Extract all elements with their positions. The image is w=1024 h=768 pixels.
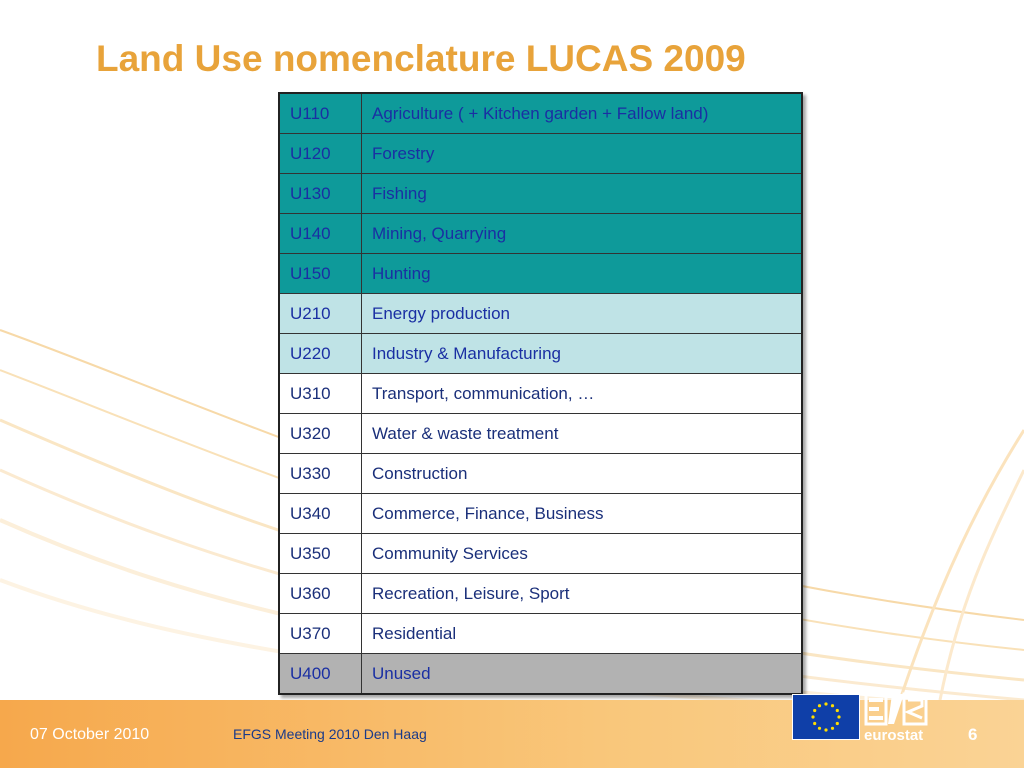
land-use-code: U110 — [279, 93, 362, 134]
table-row — [279, 334, 802, 374]
table-row — [279, 414, 802, 454]
footer-meeting: EFGS Meeting 2010 Den Haag — [233, 726, 427, 742]
land-use-code: U360 — [279, 574, 362, 614]
table-row — [279, 494, 802, 534]
land-use-code: U320 — [279, 414, 362, 454]
table-row — [279, 574, 802, 614]
land-use-label: Residential — [362, 614, 803, 654]
land-use-code: U400 — [279, 654, 362, 695]
land-use-label: Agriculture ( + Kitchen garden + Fallow land) — [362, 93, 803, 134]
footer-date: 07 October 2010 — [30, 726, 150, 743]
land-use-label: Construction — [362, 454, 803, 494]
table-row — [279, 614, 802, 654]
land-use-label: Water & waste treatment — [362, 414, 803, 454]
table-row — [279, 454, 802, 494]
land-use-code: U150 — [279, 254, 362, 294]
land-use-code: U340 — [279, 494, 362, 534]
land-use-label: Forestry — [362, 134, 803, 174]
eurostat-label: eurostat — [864, 727, 924, 744]
land-use-code: U330 — [279, 454, 362, 494]
table-row — [279, 93, 802, 134]
table-row — [279, 654, 802, 695]
land-use-label: Industry & Manufacturing — [362, 334, 803, 374]
land-use-label: Commerce, Finance, Business — [362, 494, 803, 534]
land-use-table — [278, 92, 803, 695]
land-use-label: Energy production — [362, 294, 803, 334]
table-row — [279, 134, 802, 174]
table-row — [279, 294, 802, 334]
land-use-code: U210 — [279, 294, 362, 334]
table-row — [279, 374, 802, 414]
land-use-code: U310 — [279, 374, 362, 414]
table-row — [279, 254, 802, 294]
land-use-label: Fishing — [362, 174, 803, 214]
land-use-label: Unused — [362, 654, 803, 695]
land-use-code: U220 — [279, 334, 362, 374]
land-use-code: U140 — [279, 214, 362, 254]
land-use-code: U130 — [279, 174, 362, 214]
eu-flag-icon — [792, 694, 860, 740]
land-use-label: Hunting — [362, 254, 803, 294]
land-use-code: U350 — [279, 534, 362, 574]
table-row — [279, 174, 802, 214]
land-use-label: Community Services — [362, 534, 803, 574]
page-number: 6 — [968, 725, 978, 744]
table-row — [279, 214, 802, 254]
land-use-code: U120 — [279, 134, 362, 174]
land-use-label: Transport, communication, … — [362, 374, 803, 414]
land-use-code: U370 — [279, 614, 362, 654]
table-row — [279, 534, 802, 574]
land-use-label: Recreation, Leisure, Sport — [362, 574, 803, 614]
slide-title: Land Use nomenclature LUCAS 2009 — [96, 38, 746, 79]
land-use-label: Mining, Quarrying — [362, 214, 803, 254]
